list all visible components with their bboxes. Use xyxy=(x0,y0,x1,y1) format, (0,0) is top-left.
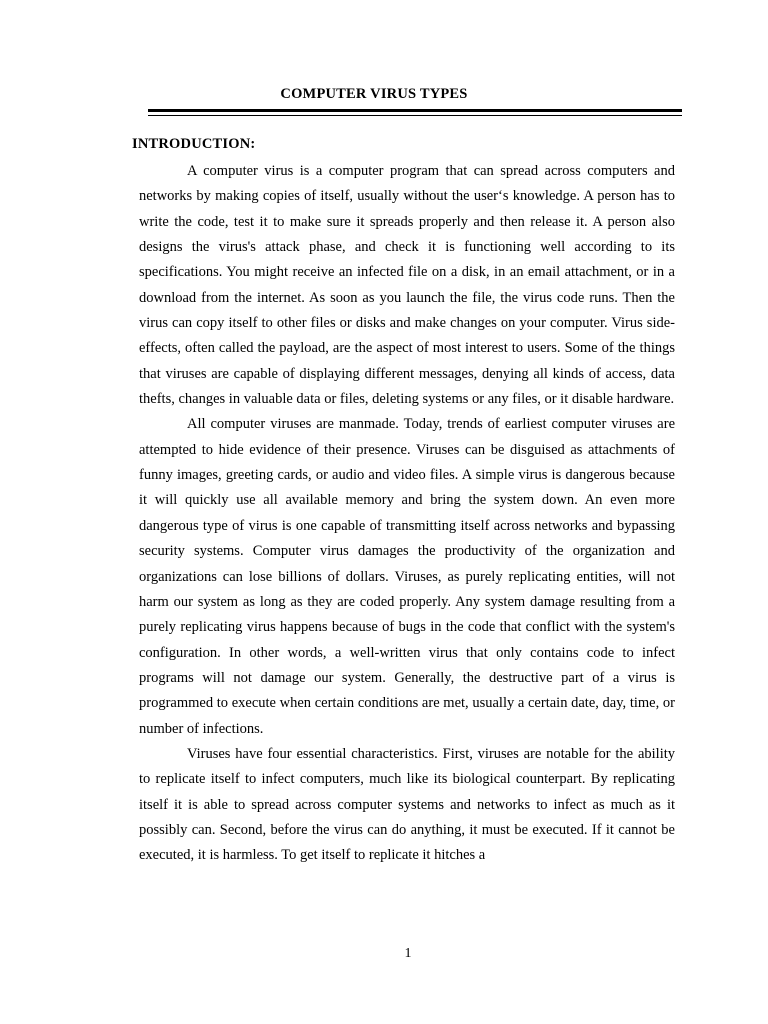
title-rule-thin xyxy=(148,115,682,116)
body-text xyxy=(139,159,675,869)
section-heading-introduction: INTRODUCTION: xyxy=(132,136,256,152)
paragraph-3: Viruses have four essential characteristics. First, viruses are notable for the ability to replicate itself to infect computers, much like its biological counterpart. By replicating itself it is able to spread across computer systems and networks to infect as much as it possibly can. Second, before the virus can do anything, it must be executed. If it cannot be executed, it is harmless. To get itself to replicate it hitches a xyxy=(139,745,675,864)
document-title: COMPUTER VIRUS TYPES xyxy=(280,86,468,102)
paragraph-2: All computer viruses are manmade. Today, trends of earliest computer viruses are attempted to hide evidence of their presence. Viruses can be disguised as attachments of funny images, greeting cards, or audio and video files. A simple virus is dangerous because it will quickly use all available memory and bring the system down. An even more dangerous type of virus is one capable of transmitting itself across networks and bypassing security systems. Computer virus damages the productivity of the organization and organizations can lose billions of dollars. Viruses, as purely replicating entities, will not harm our system as long as they are coded properly. Any system damage resulting from a purely replicating virus happens because of bugs in the code that conflict with the system's configuration. In other words, a well-written virus that only contains code to infect programs will not damage our system. Generally, the destructive part of a virus is programmed to execute when certain conditions are met, usually a certain date, day, time, or number of infections. xyxy=(139,416,675,737)
title-rule-thick xyxy=(148,109,682,112)
paragraph-1: A computer virus is a computer program that can spread across computers and networks by making copies of itself, usually without the user‘s knowledge. A person has to write the code, test it to make sure it spreads properly and then release it. A person also designs the virus's attack phase, and check it is functioning well according to its specifications. You might receive an infected file on a disk, in an email attachment, or in a download from the internet. As soon as you launch the file, the virus code runs. Then the virus can copy itself to other files or disks and make changes on your computer. Virus side-effects, often called the payload, are the aspect of most interest to users. Some of the things that viruses are capable of displaying different messages, denying all kinds of access, data thefts, changes in valuable data or files, deleting systems or any files, or it disable hardware. xyxy=(139,163,675,408)
page-number: 1 xyxy=(404,946,412,961)
